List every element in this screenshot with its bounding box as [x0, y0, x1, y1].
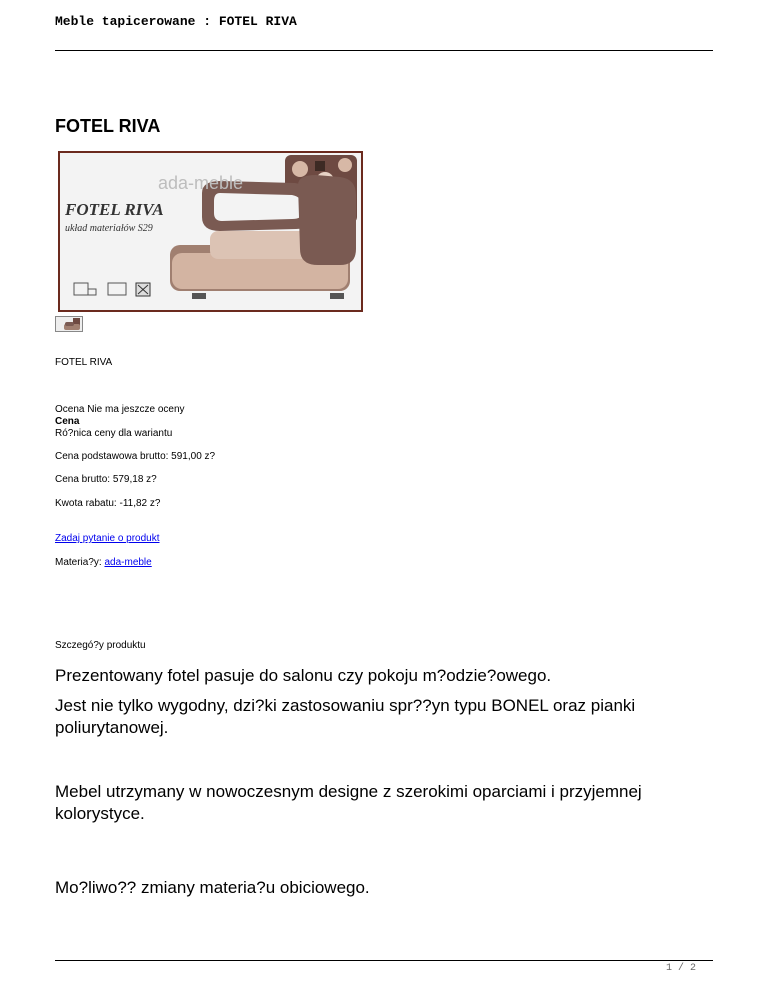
- ask-question-link[interactable]: Zadaj pytanie o produkt: [55, 533, 160, 544]
- description-paragraph-4: Mo?liwo?? zmiany materia?u obiciowego.: [55, 878, 370, 897]
- description-paragraph-3: Mebel utrzymany w nowoczesnym designe z szerokimi oparciami i przyjemnej kolorystyce.: [55, 782, 642, 823]
- description-paragraph-2: Jest nie tylko wygodny, dzi?ki zastosowaniu spr??yn typu BONEL oraz pianki poliurytanowej.: [55, 696, 636, 737]
- rating-text: Ocena Nie ma jeszcze oceny: [55, 404, 185, 415]
- page-number: 1 / 2: [665, 963, 696, 974]
- product-image[interactable]: [58, 151, 363, 312]
- price-label: Cena: [55, 416, 80, 427]
- variant-price-difference: Ró?nica ceny dla wariantu: [55, 428, 173, 439]
- materials-link[interactable]: ada-meble: [104, 557, 152, 568]
- image-watermark-text: ada-meble: [158, 173, 244, 193]
- armchair-illustration: [60, 153, 361, 310]
- armchair-thumbnail-icon: [56, 317, 82, 331]
- base-price: Cena podstawowa brutto: 591,00 z?: [55, 451, 216, 462]
- image-product-name: FOTEL RIVA: [65, 200, 164, 219]
- product-thumbnail[interactable]: [55, 316, 83, 332]
- page-header: Meble tapicerowane : FOTEL RIVA: [55, 14, 297, 29]
- product-name-line: FOTEL RIVA: [55, 357, 113, 368]
- details-heading: Szczegó?y produktu: [55, 640, 146, 651]
- product-title: FOTEL RIVA: [55, 116, 161, 136]
- discount-amount: Kwota rabatu: -11,82 z?: [55, 498, 161, 509]
- gross-price: Cena brutto: 579,18 z?: [55, 474, 157, 485]
- materials-line: [55, 557, 152, 569]
- image-fabric-subtitle: układ materiałów S29: [65, 223, 153, 234]
- header-divider: [55, 50, 713, 51]
- materials-label: Materia?y:: [55, 557, 102, 568]
- description-paragraph-1: Prezentowany fotel pasuje do salonu czy pokoju m?odzie?owego.: [55, 666, 552, 685]
- footer-divider: [55, 960, 713, 961]
